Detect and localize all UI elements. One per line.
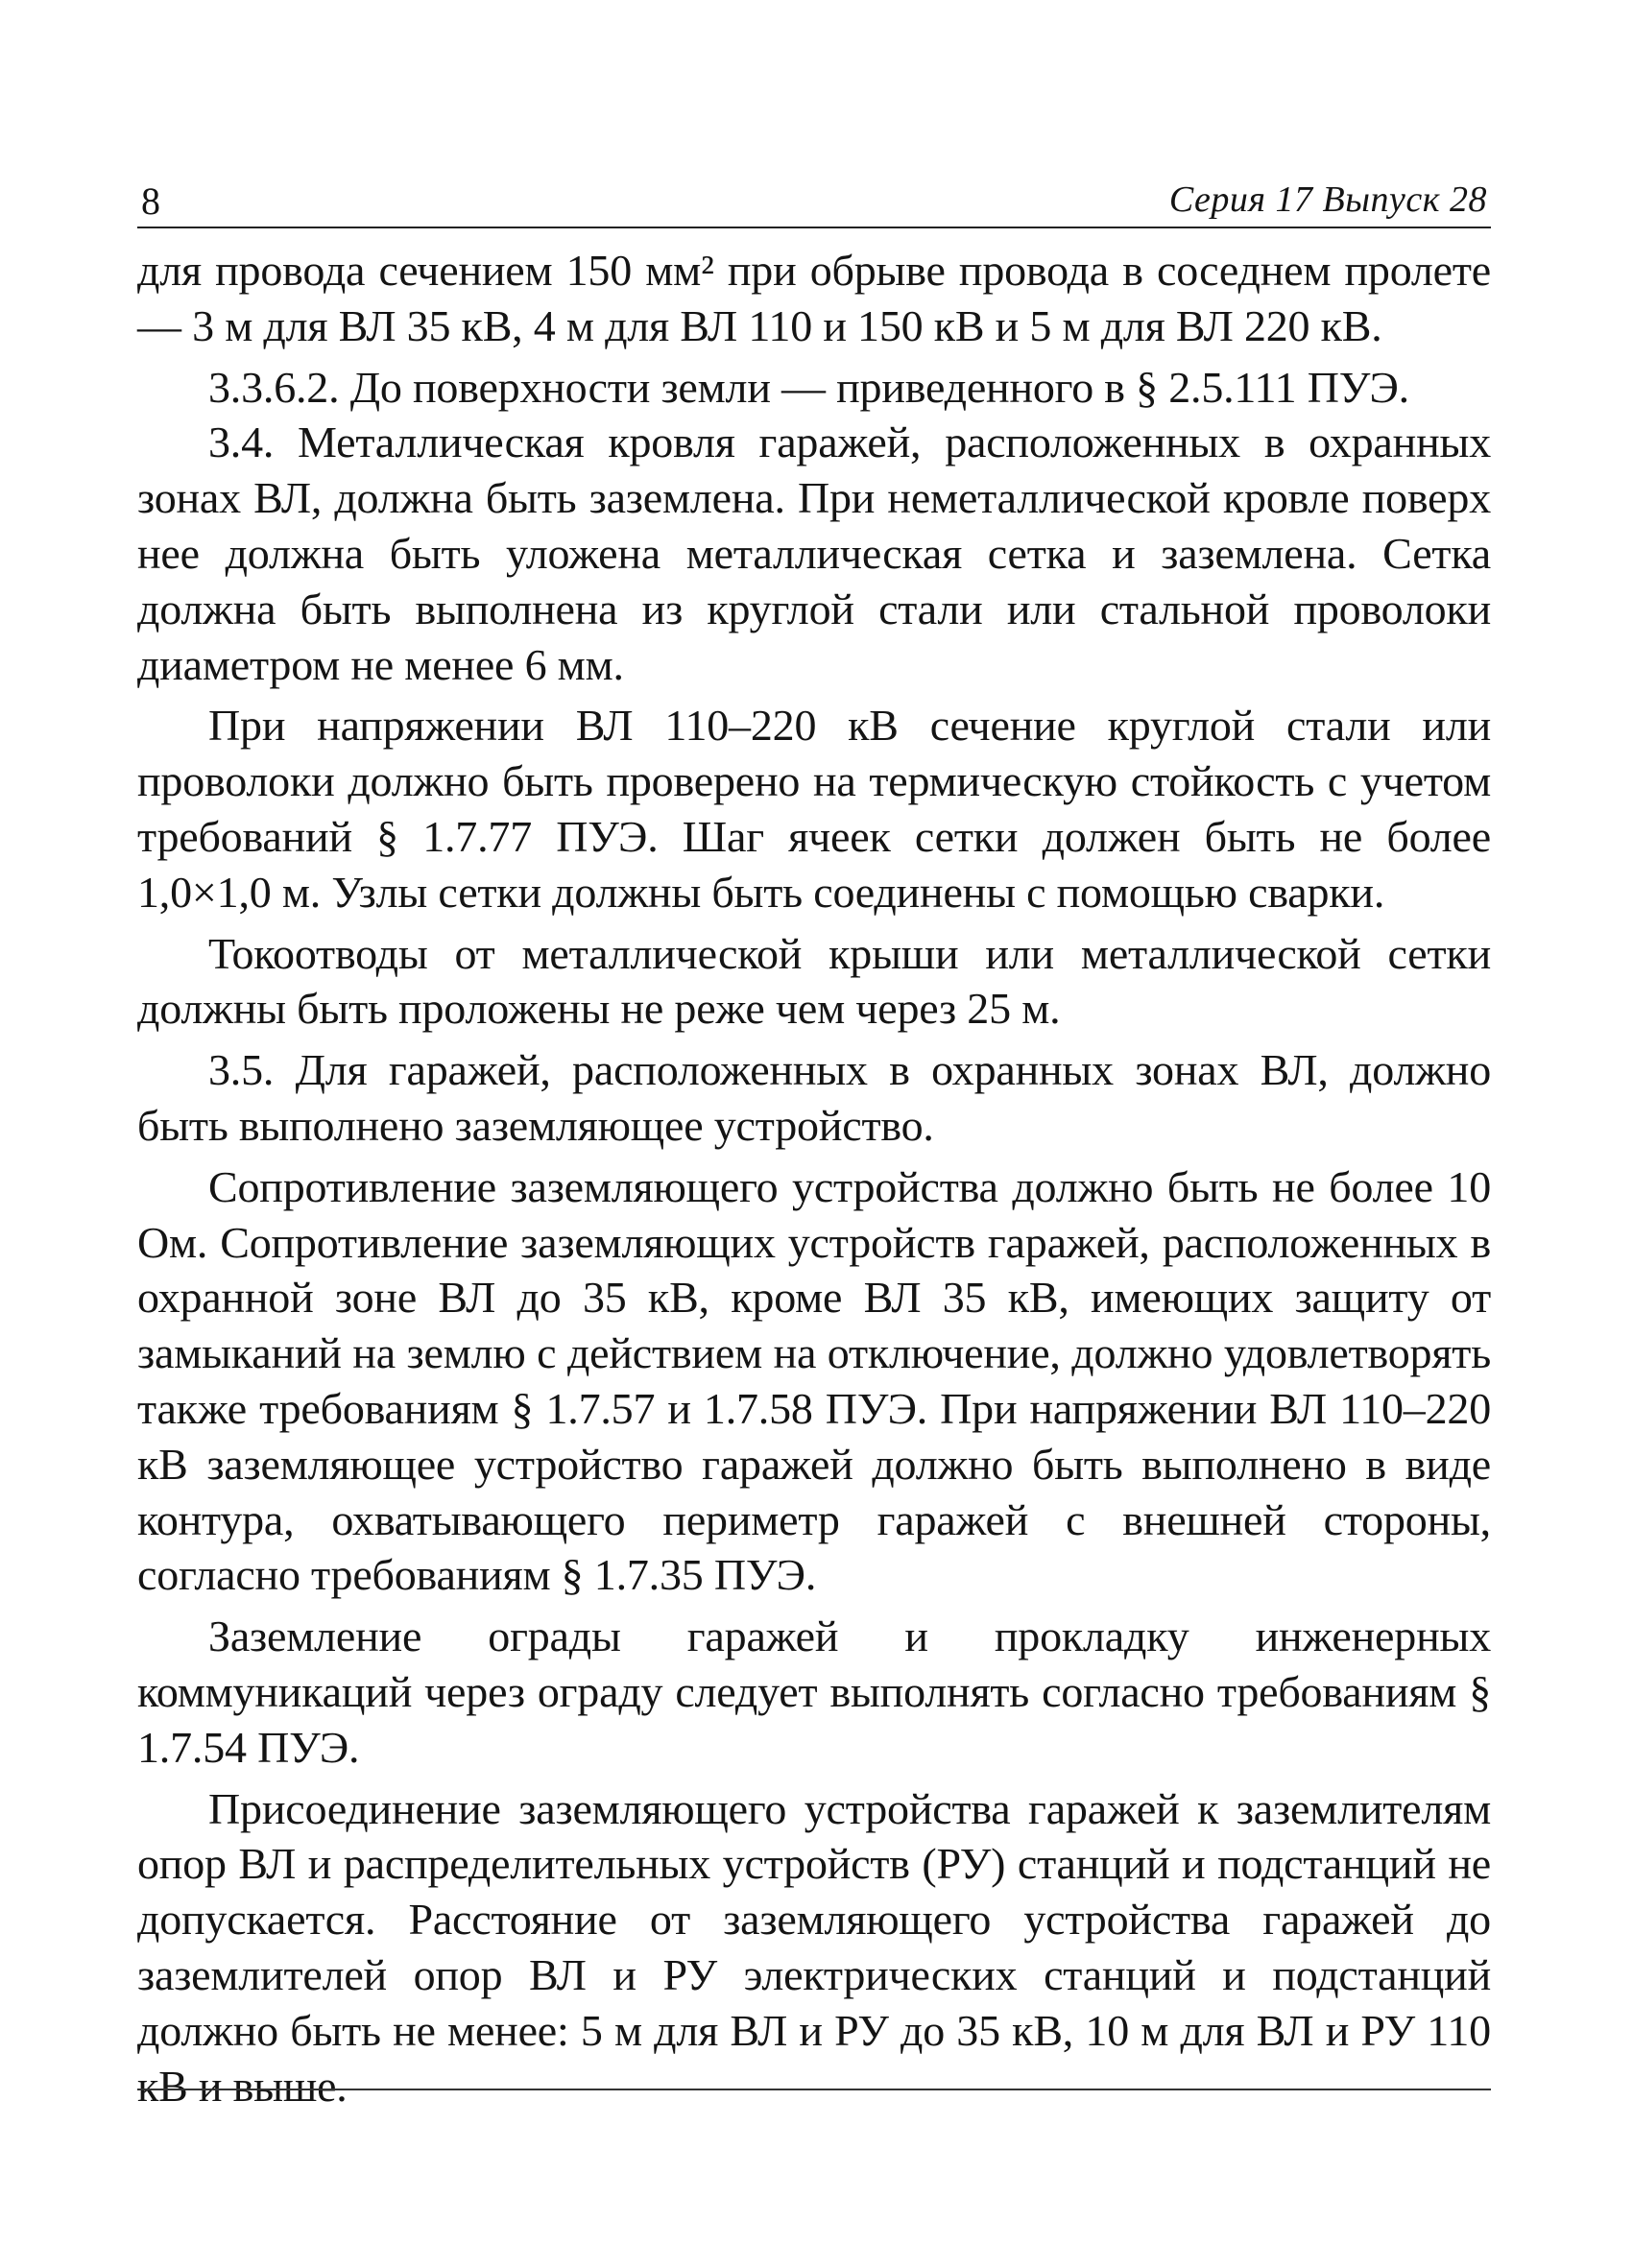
paragraph-3-4: 3.4. Металлическая кровля гаражей, расположенных в охранных зонах ВЛ, должна быть заземлена. При неметаллической кровле поверх нее должна быть уложена металлическая сетка и заземлена. Сетка должна быть выполнена из круглой стали или стальной проволоки диаметром не менее 6 мм.: [137, 418, 1491, 689]
paragraph-fence-grounding: Заземление ограды гаражей и прокладку инженерных коммуникаций через ограду следует выполнять согласно требованиям § 1.7.54 ПУЭ.: [137, 1611, 1491, 1772]
page-header: [137, 173, 1491, 228]
page-number: 8: [141, 179, 160, 223]
body-text: [137, 243, 1491, 2113]
paragraph-grounding-resistance: Сопротивление заземляющего устройства должно быть не более 10 Ом. Сопротивление заземляющих устройств гаражей, расположенных в охранной зоне ВЛ до 35 кВ, кроме ВЛ 35 кВ, имеющих защиту от замыканий на землю с действием на отключение, должно удовлетворять также требованиям § 1.7.57 и 1.7.58 ПУЭ. При напряжении ВЛ 110–220 кВ заземляющее устройство гаражей должно быть выполнено в виде контура, охватывающего периметр гаражей с внешней стороны, согласно требованиям § 1.7.35 ПУЭ.: [137, 1161, 1491, 1600]
paragraph-mesh-requirements: При напряжении ВЛ 110–220 кВ сечение круглой стали или проволоки должно быть проверено на термическую стойкость с учетом требований § 1.7.77 ПУЭ. Шаг ячеек сетки должен быть не более 1,0×1,0 м. Узлы сетки должны быть соединены с помощью сварки.: [137, 701, 1491, 917]
running-title: Серия 17 Выпуск 28: [1168, 179, 1487, 220]
paragraph-continuation: для провода сечением 150 мм² при обрыве провода в соседнем пролете — 3 м для ВЛ 35 кВ, 4 м для ВЛ 110 и 150 кВ и 5 м для ВЛ 220 кВ.: [137, 246, 1491, 350]
paragraph-3-3-6-2: 3.3.6.2. До поверхности земли — приведенного в § 2.5.111 ПУЭ.: [208, 362, 1409, 412]
paragraph-connection-distance: Присоединение заземляющего устройства гаражей к заземлителям опор ВЛ и распределительных устройств (РУ) станций и подстанций не допускается. Расстояние от заземляющего устройства гаражей до заземлителей опор ВЛ и РУ электрических станций и подстанций должно быть не менее: 5 м для ВЛ и РУ до 35 кВ, 10 м для ВЛ и РУ 110 кВ и выше.: [137, 1783, 1491, 2111]
paragraph-3-5: 3.5. Для гаражей, расположенных в охранных зонах ВЛ, должно быть выполнено заземляющее устройство.: [137, 1045, 1491, 1150]
paragraph-down-conductors: Токоотводы от металлической крыши или металлической сетки должны быть проложены не реже чем через 25 м.: [137, 928, 1491, 1034]
bottom-rule: [137, 2089, 1491, 2090]
